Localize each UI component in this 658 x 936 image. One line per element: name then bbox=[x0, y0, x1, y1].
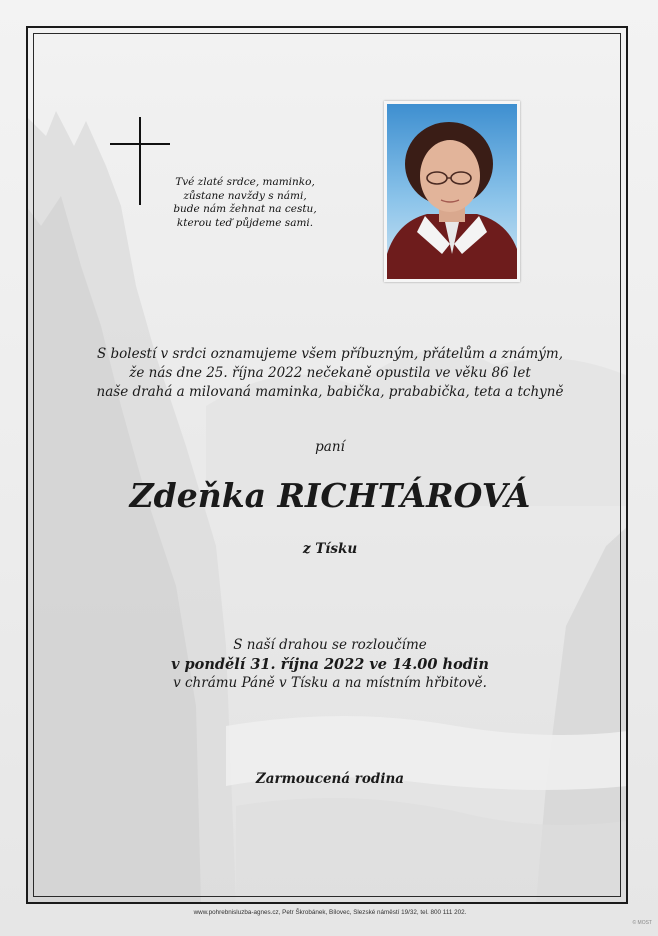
honorific: paní bbox=[315, 439, 345, 455]
deceased-origin: z Tísku bbox=[302, 541, 358, 557]
portrait-photo bbox=[384, 101, 520, 282]
poem-line: zůstane navždy s námi, bbox=[183, 189, 307, 202]
farewell-place: v chrámu Páně v Tísku a na místním hřbitově. bbox=[173, 675, 487, 691]
poem-line: Tvé zlaté srdce, maminko, bbox=[175, 176, 315, 188]
farewell-intro: S naší drahou se rozloučíme bbox=[233, 637, 427, 653]
announcement-line: že nás dne 25. října 2022 nečekaně opustila ve věku 86 let bbox=[129, 365, 531, 381]
copyright-mark: © MOST bbox=[632, 920, 652, 926]
announcement bbox=[60, 345, 600, 402]
funeral-service-footer: www.pohrebnisluzba-agnes.cz, Petr Škrobánek, Bílovec, Slezské náměstí 19/32, tel. 800 111 202. bbox=[193, 909, 467, 916]
poem-line: kterou teď půjdeme sami. bbox=[176, 216, 314, 229]
signature: Zarmoucená rodina bbox=[255, 771, 405, 787]
farewell-info bbox=[60, 636, 600, 693]
memorial-poem bbox=[150, 176, 340, 230]
announcement-line: naše drahá a milovaná maminka, babička, prababička, teta a tchyně bbox=[96, 384, 564, 400]
announcement-line: S bolestí v srdci oznamujeme všem příbuzným, přátelům a známým, bbox=[96, 346, 563, 362]
farewell-datetime: v pondělí 31. října 2022 ve 14.00 hodin bbox=[171, 656, 489, 673]
poem-line: bude nám žehnat na cestu, bbox=[173, 203, 317, 215]
deceased-name: Zdeňka RICHTÁROVÁ bbox=[129, 476, 531, 515]
